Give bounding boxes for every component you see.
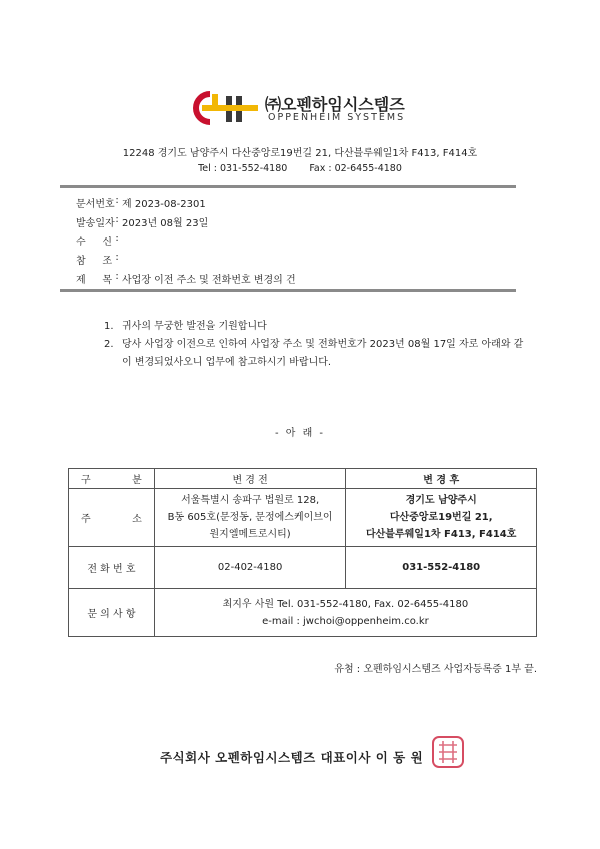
meta-label-char: 수 xyxy=(76,237,86,248)
meta-value: 사업장 이전 주소 및 전화번호 변경의 건 xyxy=(122,275,296,286)
contact-line xyxy=(0,163,600,174)
table-row-address xyxy=(69,489,537,547)
divider-top xyxy=(60,185,516,188)
body-item xyxy=(104,336,524,372)
address-after xyxy=(346,489,537,547)
cell-line: 원지엘메트로시티) xyxy=(209,529,291,540)
company-logo xyxy=(188,88,428,128)
item-number: 2. xyxy=(104,339,114,350)
signature-line: 주식회사 오펜하임시스템즈 대표이사 이 동 원 xyxy=(160,750,424,765)
item-text: 당사 사업장 이전으로 인하여 사업장 주소 및 전화번호가 2023년 08월 17일 자로 아래와 같이 변경되었사오니 업무에 참고하시기 바랍니다. xyxy=(122,339,524,368)
meta-date xyxy=(76,214,516,233)
meta-colon: : xyxy=(115,252,119,263)
meta-label-char: 참 xyxy=(76,256,86,267)
row-label: 문 의 사 항 xyxy=(69,589,155,637)
cell-line: 최지우 사원 Tel. 031-552-4180, Fax. 02-6455-4180 xyxy=(222,598,469,610)
cell-line: B동 605호(문정동, 문정에스케이브이 xyxy=(167,512,333,523)
item-number: 1. xyxy=(104,321,114,332)
meta-label xyxy=(76,271,112,290)
fax-number: Fax : 02-6455-4180 xyxy=(309,163,402,174)
row-label: 전 화 번 호 xyxy=(69,547,155,589)
cell-line: 다산중앙로19번길 21, xyxy=(389,512,493,523)
cell-text: 구 xyxy=(81,475,91,486)
header-cell-after: 변 경 후 xyxy=(346,469,537,489)
phone-before: 02-402-4180 xyxy=(154,547,346,589)
cell-text: 분 xyxy=(132,475,142,486)
header-cell-category xyxy=(69,469,155,489)
cell-line: 경기도 남양주시 xyxy=(405,495,477,506)
meta-label-char: 목 xyxy=(102,275,112,286)
tel-number: Tel : 031-552-4180 xyxy=(198,163,288,174)
meta-label xyxy=(76,233,112,252)
company-address: 12248 경기도 남양주시 다산중앙로19번길 21, 다산블루웨일1차 F413, F414호 xyxy=(122,148,478,159)
phone-after: 031-552-4180 xyxy=(346,547,537,589)
meta-value: 제 2023-08-2301 xyxy=(122,199,206,210)
meta-reference xyxy=(76,252,516,271)
attachment-note: 유첨 : 오펜하임시스템즈 사업자등록증 1부 끝. xyxy=(334,664,537,675)
company-name-english: OPPENHEIM SYSTEMS xyxy=(268,112,406,123)
meta-colon: : xyxy=(115,195,119,206)
cell-text: 주 xyxy=(81,514,91,525)
meta-label-char: 신 xyxy=(102,237,112,248)
meta-label: 발송일자 xyxy=(76,218,115,229)
oppenheim-logo-icon xyxy=(188,88,262,128)
letter-body xyxy=(104,318,524,372)
cell-line: 서울특별시 송파구 법원로 128, xyxy=(181,495,320,506)
document-meta xyxy=(76,195,516,290)
contact-info xyxy=(154,589,536,637)
section-heading: - 아 래 - xyxy=(274,428,326,439)
meta-recipient xyxy=(76,233,516,252)
meta-subject xyxy=(76,271,516,290)
meta-label-char: 조 xyxy=(102,256,112,267)
meta-label-char: 제 xyxy=(76,275,86,286)
company-name: ㈜오펜하임시스템즈 xyxy=(265,95,405,114)
header-cell-before: 변 경 전 xyxy=(154,469,346,489)
meta-label xyxy=(76,252,112,271)
company-seal-icon xyxy=(430,734,466,770)
row-label xyxy=(69,489,155,547)
cell-line: 다산블루웨일1차 F413, F414호 xyxy=(365,529,517,540)
cell-text: 소 xyxy=(132,514,142,525)
change-table xyxy=(68,468,537,637)
meta-label: 문서번호 xyxy=(76,199,115,210)
table-row-contact xyxy=(69,589,537,637)
table-header-row xyxy=(69,469,537,489)
meta-value xyxy=(122,233,516,252)
address-before xyxy=(154,489,346,547)
meta-colon: : xyxy=(115,214,119,225)
meta-value xyxy=(122,252,516,271)
meta-colon: : xyxy=(115,271,119,282)
meta-value: 2023년 08월 23일 xyxy=(122,218,209,229)
table-row-phone xyxy=(69,547,537,589)
body-item xyxy=(104,318,524,336)
item-text: 귀사의 무궁한 발전을 기원합니다 xyxy=(122,321,267,332)
meta-doc-no xyxy=(76,195,516,214)
meta-colon: : xyxy=(115,233,119,244)
divider-bottom xyxy=(60,289,516,292)
cell-line: e-mail : jwchoi@oppenheim.co.kr xyxy=(262,615,429,627)
